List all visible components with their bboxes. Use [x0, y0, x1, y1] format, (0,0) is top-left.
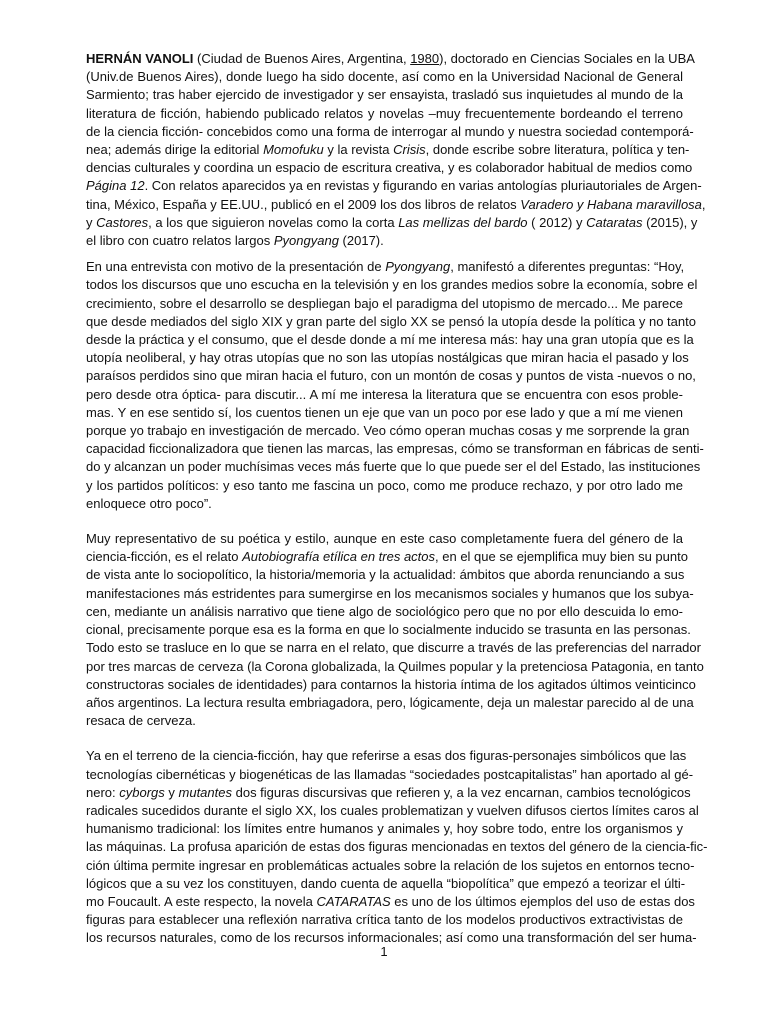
text-run: y los partidos políticos: y eso tanto me fascina un poco, como me produce rechazo, y por otro lado me	[86, 477, 683, 493]
text-line	[86, 276, 698, 294]
text-run: , a los que siguieron novelas como la corta	[148, 214, 399, 230]
text-run: que desde mediados del siglo XIX y gran parte del siglo XX se pensó la utopía desde la política y no tanto	[86, 313, 696, 329]
text-run: Todo esto se trasluce en lo que se narra en el relato, que discurre a través de las preferencias del narrador	[86, 640, 701, 656]
italic-title: CATARATAS	[316, 893, 391, 909]
text-line	[86, 404, 683, 422]
text-line	[86, 530, 683, 548]
text-run: pero desde otra óptica- para discutir... A mí me interesa la literatura que se encuentra con esos proble-	[86, 386, 683, 402]
text-run: y	[164, 784, 179, 800]
text-line	[86, 495, 683, 513]
text-line	[86, 177, 702, 195]
text-line	[86, 603, 683, 621]
text-line	[86, 911, 683, 929]
text-run: nero:	[86, 784, 120, 800]
text-line	[86, 458, 701, 476]
italic-title: Varadero y Habana maravillosa	[520, 196, 702, 212]
text-run: humanismo tradicional: los límites entre humanos y animales y, hoy sobre todo, entre los organismos y	[86, 821, 683, 837]
text-run: nea; además dirige la editorial	[86, 142, 264, 158]
italic-title: Pyongyang	[273, 233, 339, 249]
italic-title: Autobiografía etílica en tres actos	[242, 549, 436, 565]
text-run: utopía neoliberal, y hay otras utopías que no son las utopías nostálgicas que miran hacia el pasado y los	[86, 350, 689, 366]
text-run: ción última permite ingresar en problemáticas actuales sobre la relación de los sujetos en entornos tecno-	[86, 857, 695, 873]
text-run: Ya en el terreno de la ciencia-ficción, hay que referirse a esas dos figuras-personajes simbólicos que las	[86, 748, 687, 764]
author-name: HERNÁN VANOLI	[86, 51, 194, 66]
text-run: (2015), y	[642, 214, 698, 230]
text-run: por tres marcas de cerveza (la Corona globalizada, la Quilmes popular y la pretenciosa Patagonia, en tanto	[86, 658, 704, 674]
underlined-year: 1980	[410, 51, 440, 66]
text-line	[86, 802, 699, 820]
text-run: dos figuras discursivas que refieren y, a la vez encarnan, cambios tecnológicos	[232, 784, 691, 800]
text-run: , donde escribe sobre literatura, política y ten-	[425, 142, 690, 158]
text-line	[86, 585, 694, 603]
text-line	[86, 141, 690, 159]
text-run: Sarmiento; tras haber ejercido de investigador y ser ensayista, trasladó sus inquietudes al mundo de la	[86, 87, 683, 103]
text-run: los recursos naturales, como de los recursos informacionales; así como una transformación del ser huma-	[86, 930, 697, 946]
text-line	[86, 68, 683, 86]
text-line	[86, 367, 696, 385]
text-line	[86, 875, 686, 893]
text-line	[86, 86, 683, 104]
text-line	[86, 477, 683, 495]
text-run: do y alcanzan un poder muchísimas veces más fuerte que lo que puede ser el del Estado, las instituciones	[86, 459, 701, 475]
text-run: años argentinos. La lectura resulta embriagadora, pero, lógicamente, deja un malestar parecido al de una	[86, 694, 694, 710]
text-line	[86, 440, 704, 458]
text-line	[86, 639, 701, 657]
text-run: tina, México, España y EE.UU., publicó en el 2009 los dos libros de relatos	[86, 196, 521, 212]
italic-title: Las mellizas del bardo	[398, 214, 528, 230]
document-page	[86, 50, 708, 948]
text-line	[86, 295, 683, 313]
text-line	[86, 857, 695, 875]
text-run: , en el que se ejemplifica muy bien su punto	[435, 549, 688, 565]
text-run: literatura de ficción, habiendo publicado relatos y novelas –muy frecuentemente bordeando el terreno	[86, 105, 683, 121]
text-run: enloquece otro poco”.	[86, 495, 212, 511]
text-run: resaca de cerveza.	[86, 713, 196, 729]
italic-title: Crisis	[393, 142, 426, 158]
text-run: el libro con cuatro relatos largos	[86, 233, 274, 249]
text-run: ciencia-ficción, es el relato	[86, 549, 243, 565]
text-line	[86, 214, 698, 232]
text-line	[86, 548, 688, 566]
text-run: y la revista	[323, 142, 394, 158]
text-line	[86, 349, 689, 367]
italic-title: Momofuku	[263, 142, 324, 158]
text-run: es uno de los últimos ejemplos del uso de estas dos	[390, 893, 695, 909]
text-run: ,	[701, 196, 706, 212]
text-line	[86, 105, 683, 123]
text-line	[86, 313, 696, 331]
paragraph-interview-quote	[86, 258, 704, 513]
text-run: En una entrevista con motivo de la presentación de	[86, 259, 386, 275]
text-line	[86, 820, 683, 838]
text-run: y	[86, 214, 97, 230]
text-run: figuras para establecer una reflexión narrativa crítica tanto de los modelos productivos extractivistas de	[86, 912, 683, 928]
text-run: dencias culturales y coordina un espacio de escritura creativa, y es colaborador habitual de medios como	[86, 160, 693, 176]
italic-title: cyborgs	[119, 784, 165, 800]
text-line	[86, 838, 708, 856]
text-run: (Univ.de Buenos Aires), donde luego ha sido docente, así como en la Universidad Nacional de General	[86, 69, 683, 85]
paragraph-poetics-analysis	[86, 530, 704, 730]
italic-title: mutantes	[178, 784, 232, 800]
text-run: desde la práctica y el consumo, que el desde donde a mí me interesa más: hay una gran utopía que es la	[86, 332, 694, 348]
text-run: tecnologías cibernéticas y biogenéticas de las llamadas “sociedades postcapitalistas” han aportado al gé-	[86, 766, 694, 782]
text-run: de vista ante lo sociopolítico, la historia/memoria y la actualidad: ámbitos que aborda renunciando a sus	[86, 567, 685, 583]
text-line	[86, 712, 683, 730]
text-run: capacidad ficcionalizadora que tienen las marcas, las empresas, cómo se transforman en fábricas de senti-	[86, 441, 704, 457]
page-number: 1	[380, 944, 388, 959]
paragraph-science-fiction	[86, 747, 708, 947]
text-run: . Con relatos aparecidos ya en revistas y figurando en varias antologías pluriautoriales de Argen-	[144, 178, 702, 194]
text-line	[86, 196, 706, 214]
text-line	[86, 123, 694, 141]
text-run: mas. Y en ese sentido sí, los cuentos tienen un eje que van un poco por ese lado y que a mí me vienen	[86, 404, 683, 420]
text-run: (Ciudad de Buenos Aires, Argentina,	[193, 51, 411, 66]
text-run: ( 2012) y	[527, 214, 587, 230]
text-line	[86, 258, 683, 276]
text-line	[86, 621, 691, 639]
text-run: cional, precisamente porque esa es la forma en que lo socialmente inducido se trasunta en las personas.	[86, 622, 691, 638]
text-line	[86, 694, 694, 712]
text-run: constructoras sociales de identidades) para contarnos la historia íntima de los agitados últimos veinticinco	[86, 676, 696, 692]
text-run: porque yo trabajo en investigación de mercado. Veo cómo operan muchas cosas y me sorprende la gran	[86, 423, 690, 439]
text-line	[86, 747, 687, 765]
text-line	[86, 159, 693, 177]
text-line	[86, 676, 696, 694]
text-line	[86, 784, 691, 802]
text-line	[86, 386, 683, 404]
text-run: Muy representativo de su poética y estilo, aunque en este caso completamente fuera del género de la	[86, 531, 683, 547]
text-run: cen, mediante un análisis narrativo que tiene algo de sociológico pero que no por ello descuida lo emo-	[86, 603, 683, 619]
text-run: crecimiento, sobre el desarrollo se despliegan bajo el paradigma del utopismo de mercado... Me parece	[86, 295, 683, 311]
text-line	[86, 566, 683, 584]
text-line	[86, 893, 695, 911]
text-run: de la ciencia ficción- concebidos como una forma de interrogar al mundo y nuestra sociedad contemporá-	[86, 123, 694, 139]
text-run: radicales sucedidos durante el siglo XX, los cuales problematizan y vuelven difusos ciertos límites caros al	[86, 802, 699, 818]
text-run: ), doctorado en Ciencias Sociales en la UBA	[439, 51, 695, 66]
italic-title: Castores	[96, 214, 149, 230]
text-run: , manifestó a diferentes preguntas: “Hoy,	[450, 259, 685, 275]
text-run: todos los discursos que uno escucha en la televisión y en los grandes medios sobre la economía, sobre el	[86, 277, 698, 293]
text-run: lógicos que a su vez los constituyen, dando cuenta de aquella “biopolítica” que empezó a teorizar el últi-	[86, 875, 686, 891]
text-run: manifestaciones más estridentes para sumergirse en los mecanismos sociales y humanos que los subya-	[86, 585, 694, 601]
text-run: las máquinas. La profusa aparición de estas dos figuras mencionadas en textos del género de la ciencia-fic-	[86, 839, 708, 855]
italic-title: Cataratas	[586, 214, 643, 230]
text-line	[86, 766, 694, 784]
italic-title: Pyongyang	[385, 259, 451, 275]
text-line	[86, 50, 695, 68]
paragraph-author-bio	[86, 50, 706, 250]
text-line	[86, 658, 704, 676]
text-run: paraísos perdidos sino que miran hacia el futuro, con un montón de cosas y puntos de vista -nuevos o no,	[86, 368, 696, 384]
text-line	[86, 331, 694, 349]
text-run: mo Foucault. A este respecto, la novela	[86, 893, 317, 909]
text-line	[86, 232, 683, 250]
text-line	[86, 422, 690, 440]
italic-title: Página 12	[86, 178, 145, 194]
text-run: (2017).	[338, 233, 384, 249]
